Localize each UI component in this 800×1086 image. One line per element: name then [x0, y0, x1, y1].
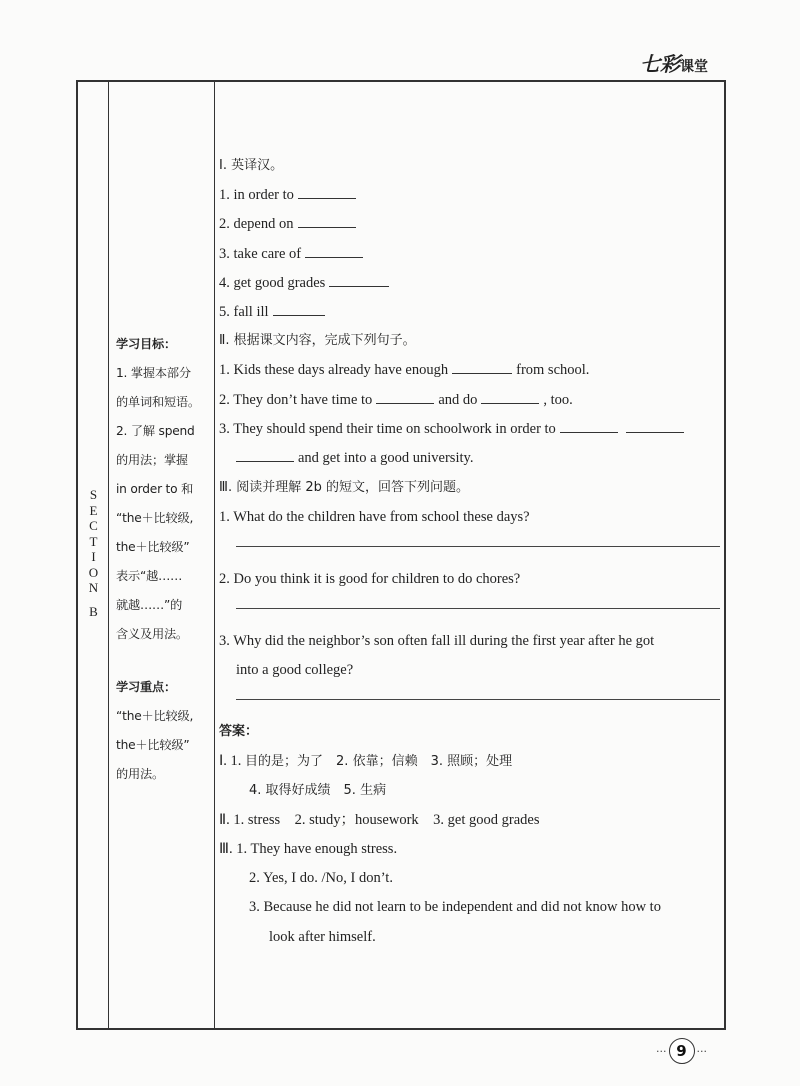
lesson-table — [76, 80, 726, 1030]
answer-row: look after himself. — [269, 928, 376, 945]
part3-heading: Ⅲ. 阅读并理解 2b 的短文，回答下列问题。 — [219, 479, 470, 495]
section-label: S E C T I O N B — [88, 487, 99, 619]
answer-blank[interactable] — [273, 301, 325, 316]
goal-line: 2. 了解 spend — [116, 424, 195, 438]
page-number — [656, 1038, 707, 1064]
answer-blank[interactable] — [305, 243, 363, 258]
dots-decoration: ··· — [656, 1044, 667, 1058]
part2-sentence: 2. They don’t have time to and do , too. — [219, 389, 720, 418]
goal-line: in order to 和 — [116, 482, 194, 496]
page-number-value: 9 — [669, 1038, 695, 1064]
part3-question: 1. What do the children have from school these days? — [219, 508, 530, 525]
goal-line: the＋比较级” — [116, 540, 190, 554]
exercise-column — [215, 82, 724, 1028]
answer-line[interactable] — [236, 681, 720, 700]
key-point-line: 的用法。 — [116, 767, 164, 781]
answer-blank[interactable] — [329, 272, 389, 287]
part1-item: 5. fall ill — [219, 301, 720, 330]
goal-line: 的单词和短语。 — [116, 395, 200, 409]
key-points-heading: 学习重点： — [116, 680, 176, 694]
key-point-line: “the＋比较级, — [116, 709, 194, 723]
answer-blank[interactable] — [298, 213, 356, 228]
part1-item: 1. in order to — [219, 184, 720, 213]
brand-name: 七彩 — [640, 52, 680, 76]
brand-logo — [640, 48, 708, 77]
answer-blank[interactable] — [481, 389, 539, 404]
answer-row: Ⅲ. 1. They have enough stress. — [219, 840, 398, 857]
part2-heading: Ⅱ. 根据课文内容，完成下列句子。 — [219, 333, 416, 349]
goals-column — [109, 82, 215, 1028]
part3-question-cont: into a good college? — [236, 661, 354, 678]
goal-line: 1. 掌握本部分 — [116, 366, 191, 380]
section-column — [78, 82, 109, 1028]
answer-line[interactable] — [236, 528, 720, 547]
goal-line: 表示“越…… — [116, 569, 183, 583]
part1-item: 3. take care of — [219, 243, 720, 272]
goals-heading: 学习目标： — [116, 337, 176, 351]
answer-blank[interactable] — [626, 418, 684, 433]
goal-line: 就越……”的 — [116, 598, 183, 612]
part2-sentence: 1. Kids these days already have enough from school. — [219, 359, 720, 388]
answer-row: Ⅱ. 1. stress 2. study；housework 3. get good grades — [219, 811, 540, 828]
goal-line: 的用法；掌握 — [116, 453, 188, 467]
part3-question: 2. Do you think it is good for children to do chores? — [219, 570, 521, 587]
brand-suffix: 课堂 — [680, 59, 708, 75]
answer-blank[interactable] — [452, 359, 512, 374]
answer-row: Ⅰ. 1. 目的是；为了 2. 依靠；信赖 3. 照顾；处理 — [219, 752, 513, 769]
part3-question: 3. Why did the neighbor’s son often fall ill during the first year after he got — [219, 632, 655, 649]
goal-line: 含义及用法。 — [116, 627, 188, 641]
answer-blank[interactable] — [236, 447, 294, 462]
answer-row: 4. 取得好成绩 5. 生病 — [249, 783, 387, 799]
part1-heading: Ⅰ. 英译汉。 — [219, 158, 284, 173]
part1-item: 4. get good grades — [219, 272, 720, 301]
part2-sentence: 3. They should spend their time on schoolwork in order to — [219, 418, 720, 447]
part1-item: 2. depend on — [219, 213, 720, 242]
answer-blank[interactable] — [560, 418, 618, 433]
answer-row: 2. Yes, I do. /No, I don’t. — [249, 870, 393, 887]
answer-row: 3. Because he did not learn to be independent and did not know how to — [249, 899, 661, 916]
goal-line: “the＋比较级, — [116, 511, 194, 525]
answer-line[interactable] — [236, 590, 720, 609]
answers-heading: 答案： — [219, 723, 259, 739]
answer-blank[interactable] — [298, 184, 356, 199]
part2-sentence-cont: and get into a good university. — [219, 447, 720, 476]
answer-blank[interactable] — [376, 389, 434, 404]
dots-decoration: ··· — [696, 1044, 707, 1058]
key-point-line: the＋比较级” — [116, 738, 190, 752]
